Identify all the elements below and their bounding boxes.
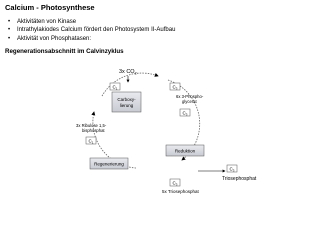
carboxylation-label: lierung (119, 103, 134, 108)
carboxylation-box (112, 92, 141, 112)
c3-label-right: $C_3$ (229, 166, 235, 173)
c1-label-top: $C_1$ (112, 84, 118, 91)
phosphoglycerate-label: 6x 3-Phospho- (176, 94, 204, 99)
page-title: Calcium - Photosynthese (5, 3, 95, 12)
regeneration-label: Regenerierung (94, 161, 124, 167)
section-subtitle: Regenerationsabschnitt im Calvinzyklus (5, 48, 124, 55)
c3-label-bottom: $C_3$ (172, 180, 178, 187)
co2-label: 3x $CO_2$ (119, 69, 137, 76)
bullet-icon: • (8, 27, 11, 34)
bullet-text: Intrathylakiodes Calcium fördert den Photosystem II-Aufbau (17, 27, 176, 34)
triosephosphate-bottom-label: 5x Triosephosphat (162, 189, 199, 194)
c3-label-mid: $C_3$ (182, 110, 188, 117)
c1-label-left: $C_1$ (88, 138, 94, 145)
bullet-icon: • (8, 35, 11, 42)
bullet-text: Aktivitäten von Kinase (17, 19, 77, 25)
ribulose-label: bisphosphat (82, 128, 105, 133)
bullet-icon: • (8, 19, 11, 25)
triosephosphate-output-label: Triosephosphat (222, 176, 257, 182)
bullet-text: Aktivität von Phosphatasen: (17, 35, 92, 42)
phosphoglycerate-label: glycerat (182, 99, 197, 104)
ribulose-label: 3x Ribulose 1,5- (76, 123, 107, 128)
carboxylation-label: Carboxy- (117, 97, 136, 102)
c3-label-top: $C_3$ (172, 84, 178, 91)
reduction-label: Reduktion (174, 148, 196, 154)
